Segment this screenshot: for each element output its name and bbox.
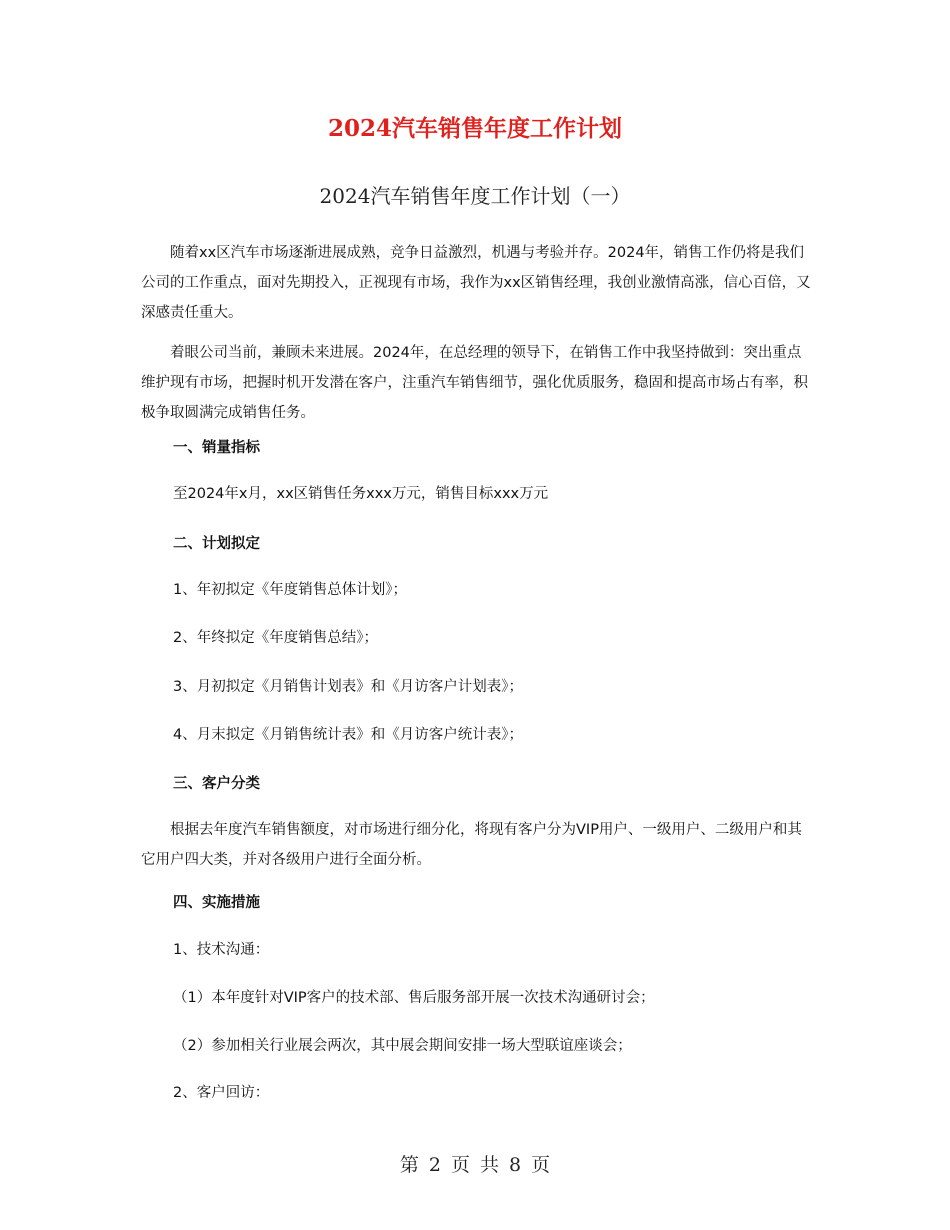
section-heading-customers: 三、客户分类 [173, 776, 260, 792]
paragraph-intro: 随着xx区汽车市场逐渐进展成熟，竞争日益激烈，机遇与考验并存。2024年，销售工作仍将是我们公司的工作重点，面对先期投入，正视现有市场，我作为xx区销售经理，我创业激情高涨，信心百倍，又深感责任重大。 [141, 245, 811, 321]
page-indicator: 第 2 页 共 8 页 [399, 1154, 551, 1176]
paragraph-focus: 着眼公司当前，兼顾未来进展。2024年，在总经理的领导下，在销售工作中我坚持做到：突出重点维护现有市场，把握时机开发潜在客户，注重汽车销售细节，强化优质服务，稳固和提高市场占有率，积极争取圆满完成销售任务。 [141, 345, 808, 421]
subheading-customer-visits: 2、客户回访： [173, 1085, 270, 1101]
list-item: （2）参加相关行业展会两次，其中展会期间安排一场大型联谊座谈会； [173, 1038, 632, 1054]
paragraph-customers: 根据去年度汽车销售额度，对市场进行细分化，将现有客户分为VIP用户、一级用户、二级用户和其它用户四大类，并对各级用户进行全面分析。 [141, 822, 802, 868]
section-heading-measures: 四、实施措施 [173, 895, 260, 911]
section-heading-plan: 二、计划拟定 [173, 536, 260, 552]
list-item: 3、月初拟定《月销售计划表》和《月访客户计划表》； [173, 679, 523, 695]
sales-target-text: 至2024年x月，xx区销售任务xxx万元，销售目标xxx万元 [173, 486, 549, 502]
list-item: 2、年终拟定《年度销售总结》； [173, 630, 378, 646]
section-heading-sales-target: 一、销量指标 [173, 440, 260, 456]
document-subtitle: 2024汽车销售年度工作计划（一） [319, 184, 631, 208]
list-item: 1、年初拟定《年度销售总体计划》； [173, 582, 407, 598]
subheading-tech-communication: 1、技术沟通： [173, 942, 270, 958]
document-title: 2024汽车销售年度工作计划 [327, 115, 622, 142]
list-item: 4、月末拟定《月销售统计表》和《月访客户统计表》； [173, 727, 523, 743]
list-item: （1）本年度针对VIP客户的技术部、售后服务部开展一次技术沟通研讨会； [173, 990, 655, 1006]
